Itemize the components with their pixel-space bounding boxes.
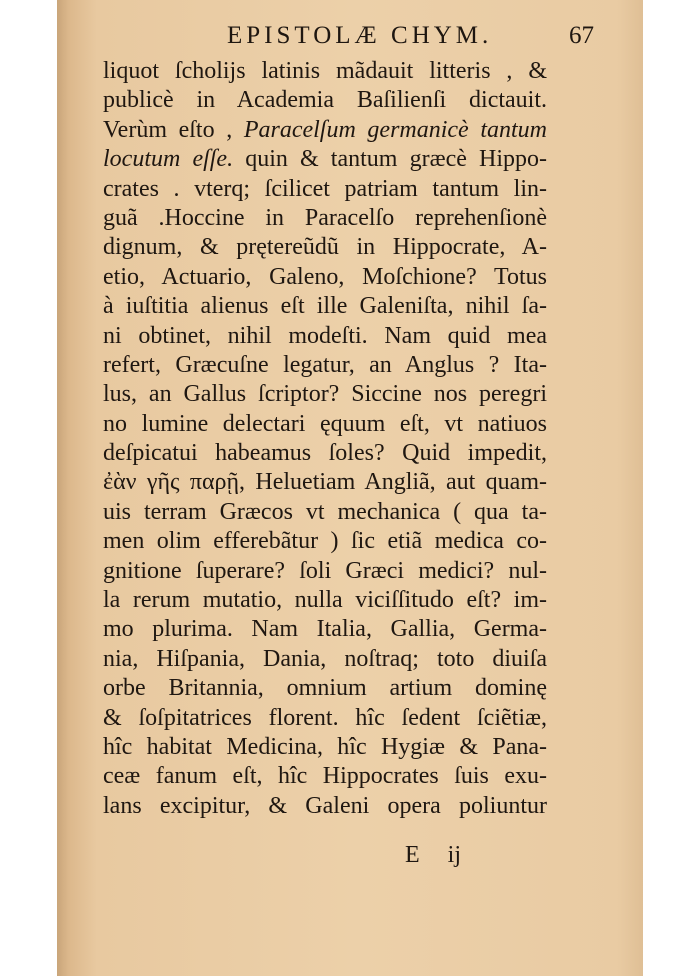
text-line: no lumine delectari ęquum eſt, vt natiuos [103,410,547,437]
text-line: ni obtinet, nihil modeſti. Nam quid mea [103,322,547,349]
text-line: la rerum mutatio, nulla viciſſitudo eſt? im- [103,587,547,614]
text-line: lus, an Gallus ſcriptor? Siccine nos peregri [103,381,547,408]
text-line: gnitione ſuperare? ſoli Græci medici? nul- [103,557,547,584]
text-line: etio, Actuario, Galeno, Moſchione? Totus [103,263,547,290]
text-line: refert, Græcuſne legatur, an Anglus ? Ita- [103,351,547,378]
text-line: ceæ fanum eſt, hîc Hippocrates ſuis exu- [103,763,547,790]
text-italic: Paracelſum germanicè tantum [243,116,547,143]
page-body-text [103,57,547,821]
text-line: guã .Hoccine in Paracelſo reprehenſionè [103,204,547,231]
text-line: dignum, & prętereũdũ in Hippocrate, A- [103,234,547,261]
text-line: hîc habitat Medicina, hîc Hygiæ & Pana- [103,733,547,760]
text-line: deſpicatui habeamus ſoles? Quid impedit, [103,440,547,467]
text-line [103,116,547,145]
text-line: liquot ſcholijs latinis mãdauit litteris , & [103,58,547,84]
signature-mark: E ij [405,842,461,868]
text-roman: Verùm eſto , [103,116,244,143]
page-number: 67 [569,22,594,49]
text-line: lans excipitur, & Galeni opera poliuntur [103,792,547,819]
text-roman: quin & tantum græcè Hippo- [233,146,547,173]
text-line: crates . vterq; ſcilicet patriam tantum lin- [103,175,547,202]
text-line: ἐὰν γῆς παρῇ, Heluetiam Angliã, aut quam- [103,469,547,496]
text-line: nia, Hiſpania, Dania, noſtraq; toto diuiſa [103,645,547,672]
text-line: men olim efferebãtur ) ſic etiã medica co- [103,528,547,555]
text-line: orbe Britannia, omnium artium dominę [103,675,547,702]
text-line [103,145,547,174]
text-line: publicè in Academia Baſilienſi dictauit. [103,87,547,114]
text-line: mo plurima. Nam Italia, Gallia, Germa- [103,616,547,643]
text-line: uis terram Græcos vt mechanica ( qua ta- [103,498,547,525]
text-line: à iuſtitia alienus eſt ille Galeniſta, nihil ſa- [103,293,547,320]
text-line: & ſoſpitatrices florent. hîc ſedent ſciẽtiæ, [103,704,547,731]
text-italic: locutum eſſe. [103,146,234,173]
book-page [57,0,643,976]
running-title: EPISTOLÆ CHYM. [227,22,493,49]
